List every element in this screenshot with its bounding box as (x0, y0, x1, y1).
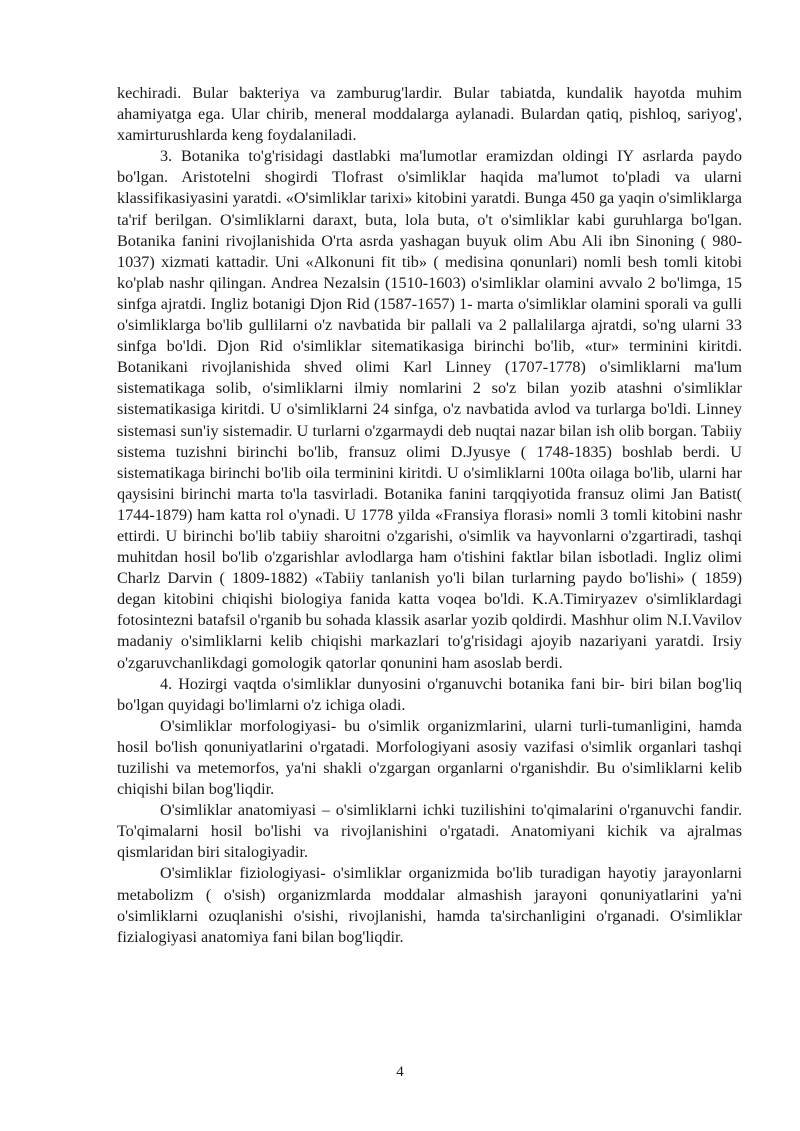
paragraph-morphology: O'simliklar morfologiyasi- bu o'simlik organizmlarini, ularni turli-tumanligini, hamda hosil bo'lish qonuniyatlarini o'rgatadi. Morfologiyani asosiy vazifasi o'simlik organlari tashqi tuzilishi va metemorfos, ya'ni shakli o'zgargan organlarni o'rganishdir. Bu o'simliklarni kelib chiqishi bilan bog'liqdir. (117, 716, 742, 799)
paragraph-continuation: kechiradi. Bular bakteriya va zamburug'lardir. Bular tabiatda, kundalik hayotda muhim ahamiyatga ega. Ular chirib, meneral moddalarga aylanadi. Bulardan qatiq, pishloq, sariyog', xamirturushlarda keng foydalaniladi. (117, 84, 742, 145)
paragraph-physiology: O'simliklar fiziologiyasi- o'simliklar organizmida bo'lib turadigan hayotiy jarayonlarni metabolizm ( o'sish) organizmlarda moddalar almashish jarayoni qonuniyatlarini ya'ni o'simliklarni ozuqlanishi o'sishi, rivojlanishi, hamda ta'sirchanligini o'rganadi. O'simliklar fizialogiyasi anatomiya fani bilan bog'liqdir. (117, 864, 742, 946)
paragraph-sections-intro: 4. Hozirgi vaqtda o'simliklar dunyosini o'rganuvchi botanika fani bir- biri bilan bog'liq bo'lgan quyidagi bo'limlarni o'z ichiga oladi. (117, 674, 742, 714)
paragraph-anatomy: O'simliklar anatomiyasi – o'simliklarni ichki tuzilishini to'qimalarini o'rganuvchi fandir. To'qimalarni hosil bo'lishi va rivojlanishini o'rgatadi. Anatomiyani kichik va ajralmas qismlaridan biri sitalogiyadir. (117, 801, 742, 862)
page-number: 4 (396, 1064, 404, 1080)
document-body (117, 83, 742, 948)
paragraph-history: 3. Botanika to'g'risidagi dastlabki ma'lumotlar eramizdan oldingi IY asrlarda paydo bo'lgan. Aristotelni shogirdi Tlofrast o'simliklar haqida ma'lumot to'pladi va ularni klassifikasiyasini yaratdi. «O'simliklar tarixi» kitobini yaratdi. Bunga 450 ga yaqin o'simliklarga ta'rif berilgan. O'simliklarni daraxt, buta, lola buta, o't o'simliklar kabi guruhlarga bo'lgan. Botanika fanini rivojlanishida O'rta asrda yashagan buyuk olim Abu Ali ibn Sinoning ( 980-1037) xizmati kattadir. Uni «Alkonuni fit tib» ( medisina qonunlari) nomli besh tomli kitobi ko'plab nashr qilingan. Andrea Nezalsin (1510-1603) o'simliklar olamini avvalo 2 bo'limga, 15 sinfga ajratdi. Ingliz botanigi Djon Rid (1587-1657) 1- marta o'simliklar olamini sporali va gulli o'simliklarga bo'lib gullilarni o'z navbatida bir pallali va 2 pallalilarga ajratdi, so'ng ularni 33 sinfga bo'ldi. Djon Rid o'simliklar sitematikasiga birinchi bo'lib, «tur» terminini kiritdi. Botanikani rivojlanishida shved olimi Karl Linney (1707-1778) o'simliklarni ma'lum sistematikaga solib, o'simliklarni ilmiy nomlarini 2 so'z bilan yozib atashni o'simliklar sistematikasiga kiritdi. U o'simliklarni 24 sinfga, o'z navbatida avlod va turlarga bo'ldi. Linney sistemasi sun'iy sistemadir. U turlarni o'zgarmaydi deb nuqtai nazar bilan ish olib borgan. Tabiiy sistema tuzishni birinchi bo'lib, fransuz olimi D.Jyusye ( 1748-1835) boshlab berdi. U sistematikaga birinchi bo'lib oila terminini kiritdi. U o'simliklarni 100ta oilaga bo'lib, ularni har qaysisini birinchi marta to'la tasvirladi. Botanika fanini tarqqiyotida fransuz olimi Jan Batist( 1744-1879) ham katta rol o'ynadi. U 1778 yilda «Fransiya florasi» nomli 3 tomli kitobini nashr ettirdi. U birinchi bo'lib tabiiy sharoitni o'zgarishi, o'simlik va hayvonlarni o'zgartiradi, tashqi muhitdan hosil bo'lib o'zgarishlar avlodlarga ham o'tishini faktlar bilan isbotladi. Ingliz olimi Charlz Darvin ( 1809-1882) «Tabiiy tanlanish yo'li bilan turlarning paydo bo'lishi» ( 1859) degan kitobini chiqishi biologiya fanida katta voqea bo'ldi. K.A.Timiryazev o'simliklardagi fotosintezni batafsil o'rganib bu sohada klassik asarlar yozib qoldirdi. Mashhur olim N.I.Vavilov madaniy o'simliklarni kelib chiqishi markazlari to'g'risidagi ajoyib nazariyani yaratdi. Irsiy o'zgaruvchanlikdagi gomologik qatorlar qonunini ham asoslab berdi. (117, 147, 742, 672)
